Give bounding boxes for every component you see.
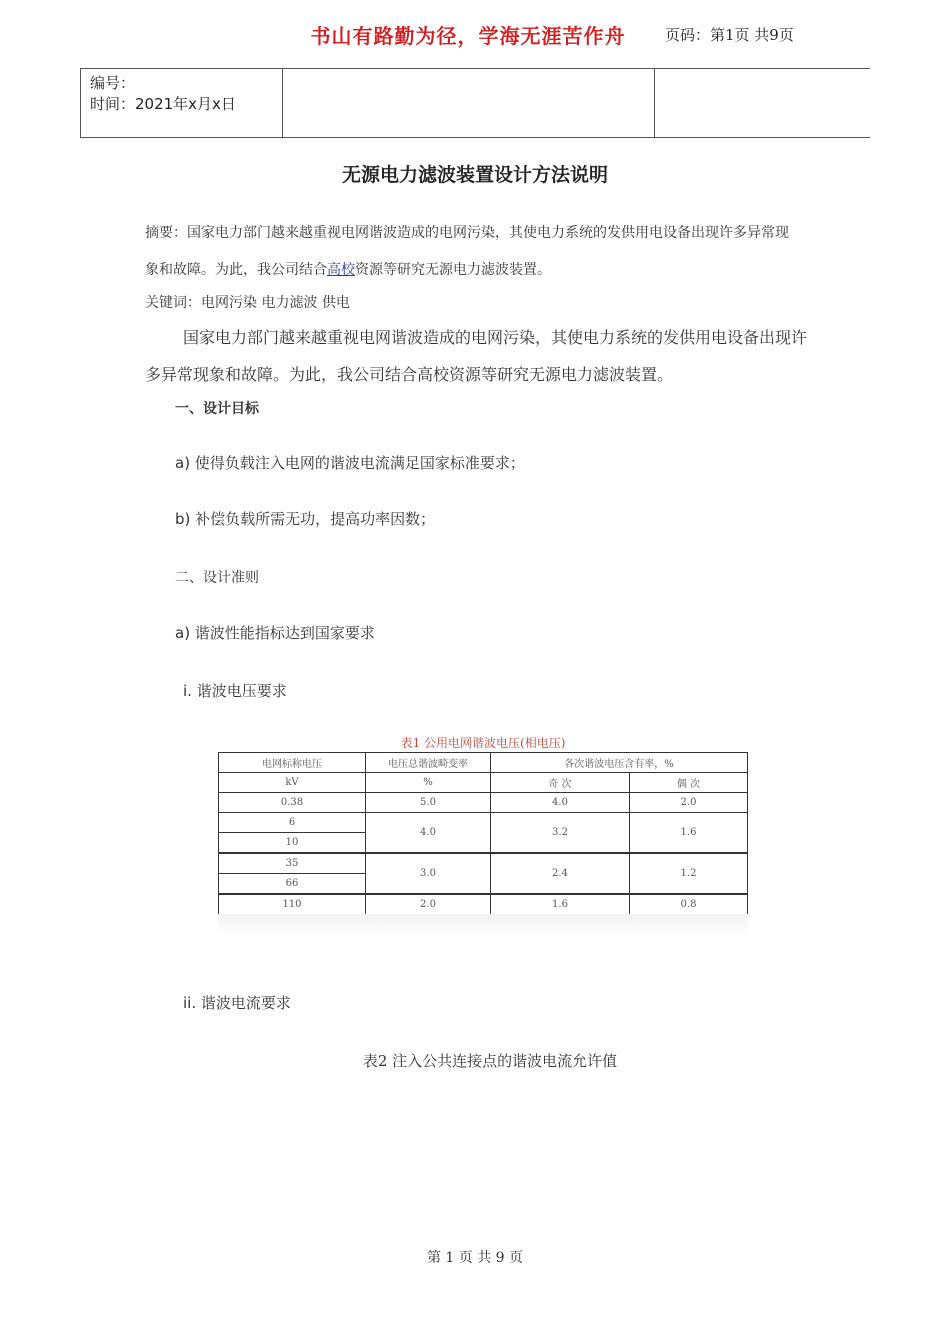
section-1-title: 一、设计目标 [175, 401, 259, 417]
header-number: 编号： [90, 74, 136, 92]
goal-b: b) 补偿负载所需无功，提高功率因数； [175, 510, 436, 528]
table-cell-even: 2.0 [630, 793, 748, 813]
table-1-shadow [218, 914, 748, 934]
keywords: 关键词：电网污染 电力滤波 供电 [145, 295, 350, 311]
abstract-link-university[interactable]: 高校 [327, 262, 355, 278]
table-1-col2-header: 电压总谐波畸变率 [366, 753, 491, 773]
table-1-figure [218, 734, 748, 934]
document-title: 无源电力滤波装置设计方法说明 [341, 164, 608, 186]
table-cell-kv: 110 [219, 894, 366, 915]
table-cell-kv: 10 [219, 833, 366, 854]
table-cell-thd: 4.0 [366, 813, 491, 854]
table-cell-even: 0.8 [630, 894, 748, 915]
table-cell-odd: 1.6 [491, 894, 630, 915]
intro-line-1: 国家电力部门越来越重视电网谐波造成的电网污染，其使电力系统的发供用电设备出现许 [183, 328, 808, 347]
sub-item-ii: ii. 谐波电流要求 [183, 994, 291, 1012]
table-1-col2-unit: % [366, 773, 491, 793]
table-row [219, 853, 748, 874]
table-cell-even: 1.2 [630, 853, 748, 894]
table-cell-odd: 3.2 [491, 813, 630, 854]
page-header [80, 68, 870, 138]
header-time: 时间：2021年x月x日 [90, 95, 236, 113]
table-1-col1-header: 电网标称电压 [219, 753, 366, 773]
header-motto: 书山有路勤为径，学海无涯苦作舟 [310, 24, 626, 48]
table-1-col3-header: 各次谐波电压含有率，% [491, 753, 748, 773]
header-divider-2 [654, 69, 655, 137]
table-1-odd-header: 奇 次 [491, 773, 630, 793]
table-cell-thd: 3.0 [366, 853, 491, 894]
table-row [219, 793, 748, 813]
table-cell-thd: 2.0 [366, 894, 491, 915]
table-cell-kv: 35 [219, 853, 366, 874]
abstract-text-post: 资源等研究无源电力滤波装置。 [355, 262, 551, 278]
abstract-line-2 [145, 259, 551, 279]
rule-a: a) 谐波性能指标达到国家要求 [175, 624, 375, 642]
goal-a: a) 使得负载注入电网的谐波电流满足国家标准要求； [175, 454, 525, 472]
table-cell-odd: 4.0 [491, 793, 630, 813]
abstract-line-1: 摘要：国家电力部门越来越重视电网谐波造成的电网污染，其使电力系统的发供用电设备出现许多异常现 [145, 225, 789, 241]
table-1-col1-unit: kV [219, 773, 366, 793]
section-2-title: 二、设计准则 [175, 570, 259, 586]
table-cell-odd: 2.4 [491, 853, 630, 894]
table-row [219, 894, 748, 915]
table-1-caption: 表1 公用电网谐波电压(相电压) [400, 736, 566, 750]
table-row [219, 813, 748, 833]
header-left-border [80, 69, 81, 137]
table-cell-thd: 5.0 [366, 793, 491, 813]
table-cell-kv: 6 [219, 813, 366, 833]
table-cell-even: 1.6 [630, 813, 748, 854]
table-cell-kv: 0.38 [219, 793, 366, 813]
header-meta [90, 73, 236, 115]
sub-item-i: i. 谐波电压要求 [183, 682, 287, 700]
intro-line-2: 多异常现象和故障。为此，我公司结合高校资源等研究无源电力滤波装置。 [145, 365, 674, 384]
table-2-caption: 表2 注入公共连接点的谐波电流允许值 [362, 1052, 618, 1070]
table-cell-kv: 66 [219, 874, 366, 895]
page-footer: 第 1 页 共 9 页 [426, 1250, 524, 1266]
table-1 [218, 752, 748, 916]
table-1-even-header: 偶 次 [630, 773, 748, 793]
abstract-text-pre: 象和故障。为此，我公司结合 [145, 262, 327, 278]
header-page-info: 页码：第1页 共9页 [665, 26, 794, 44]
header-divider-1 [282, 69, 283, 137]
